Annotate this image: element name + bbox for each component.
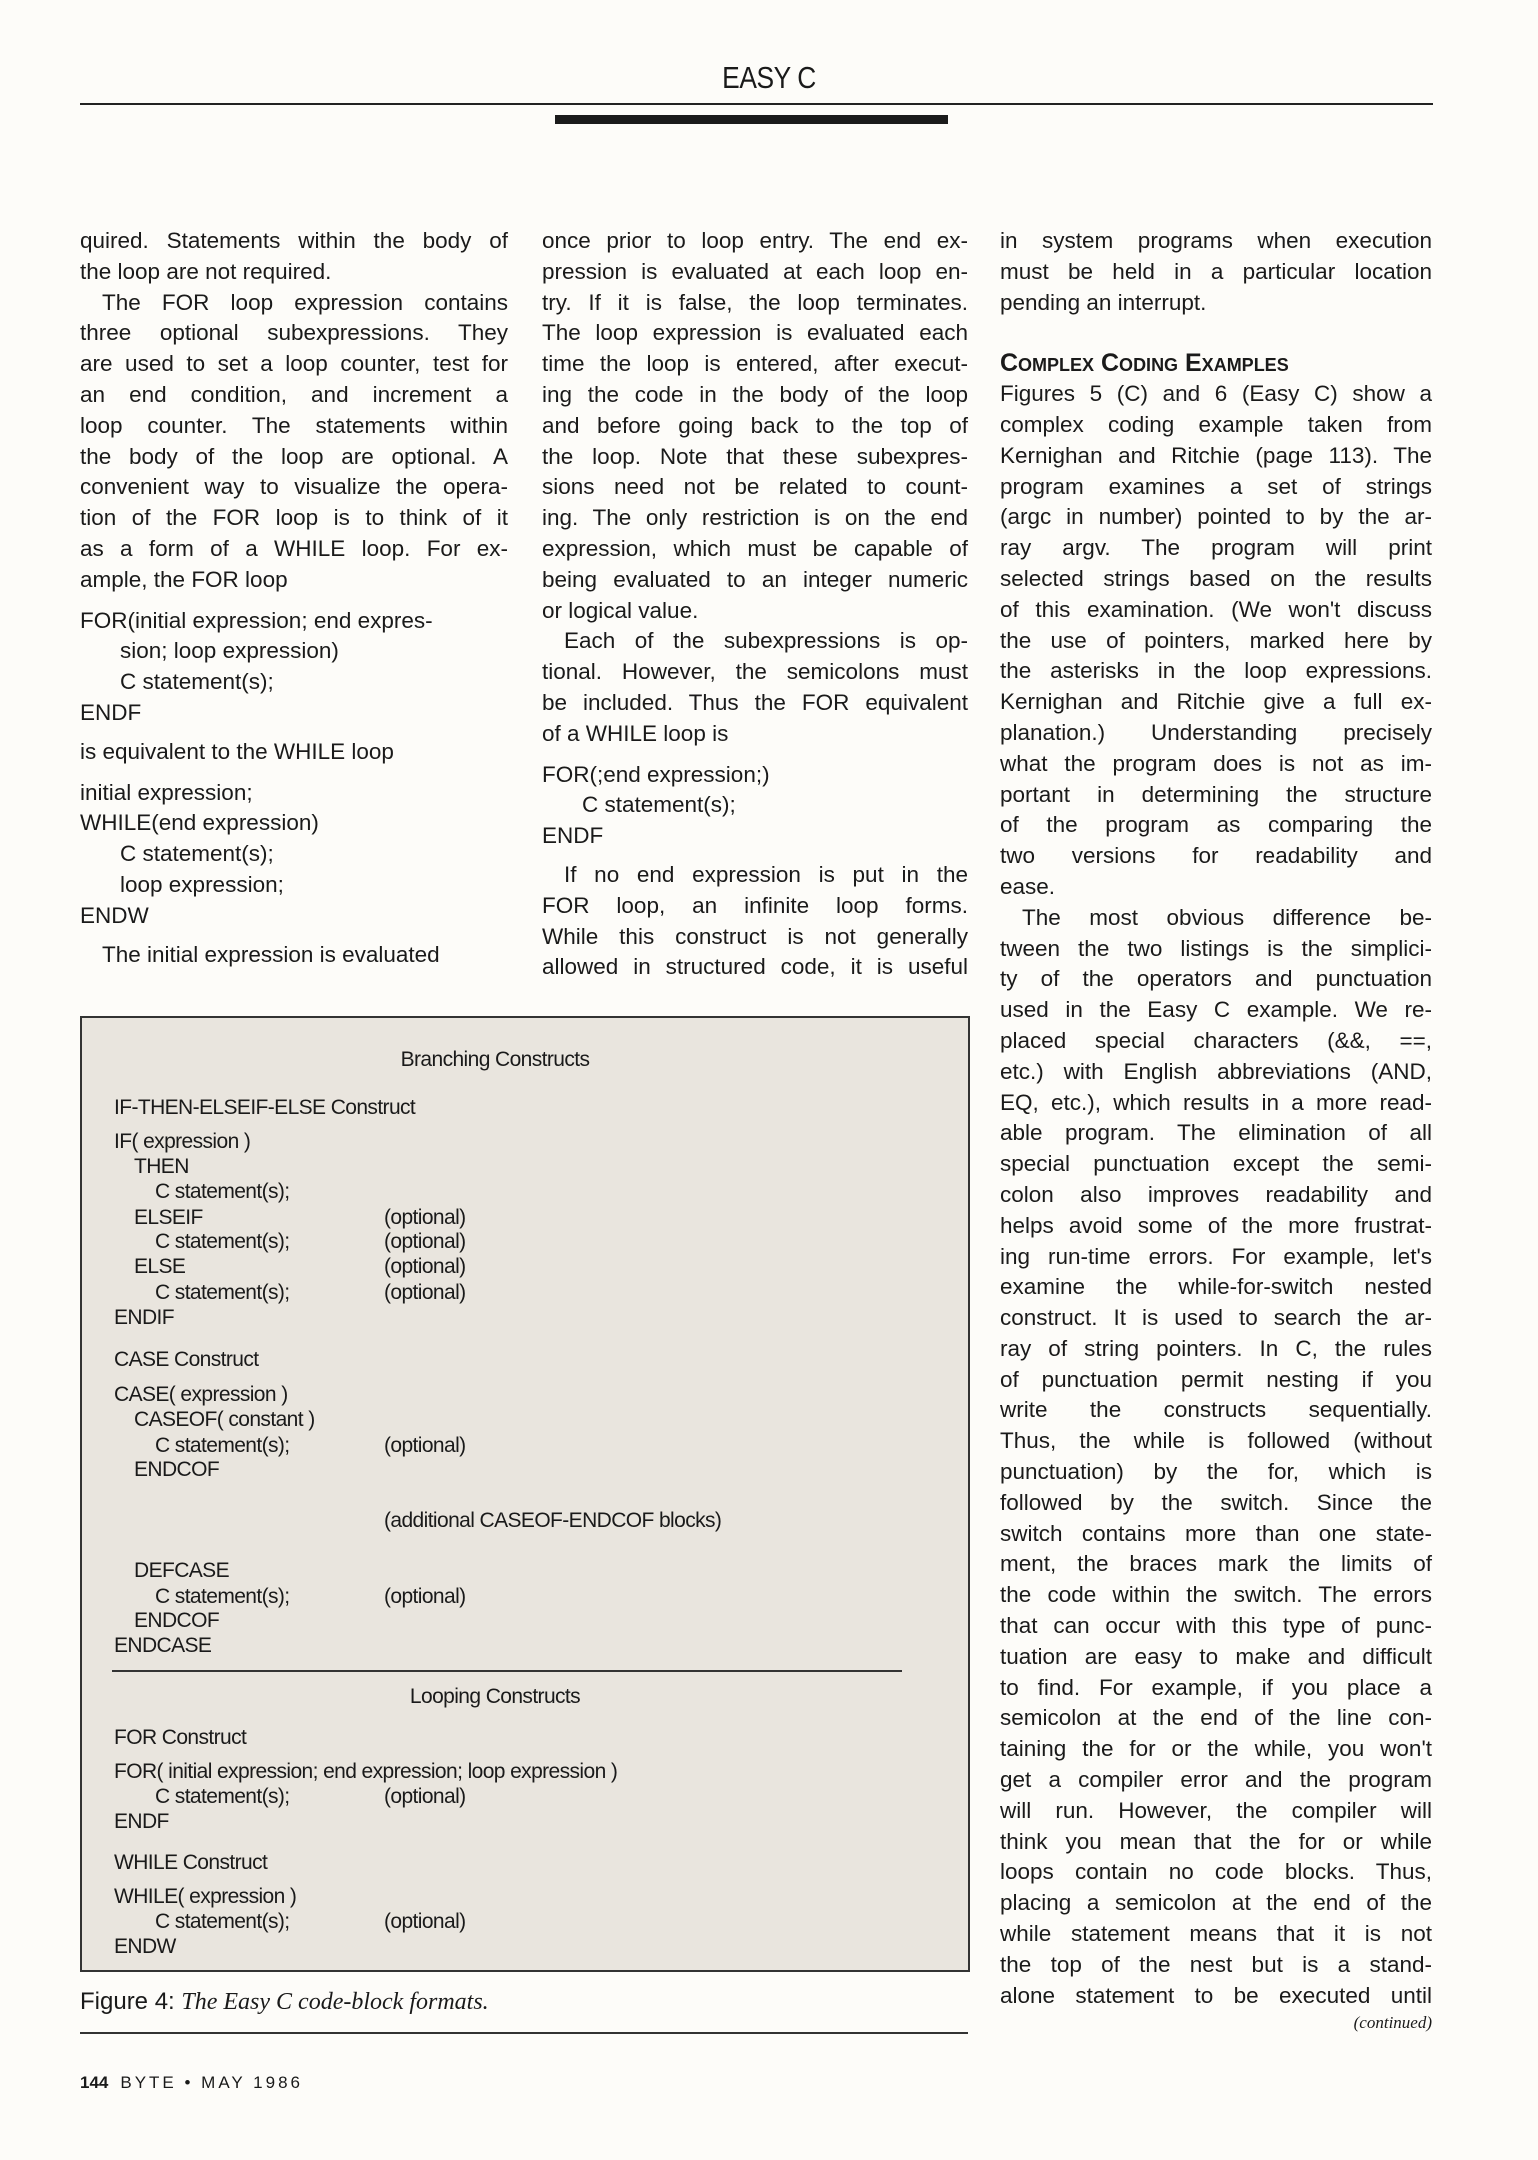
figure-row [155, 1785, 466, 1809]
code-line: initial expression; [80, 779, 253, 805]
figure-row-text: C statement(s); [155, 1230, 290, 1253]
text-line: an end condition, and increment a [80, 381, 508, 407]
code-line: loop expression; [120, 871, 284, 897]
figure-row [134, 1255, 466, 1279]
figure-row [134, 1458, 219, 1482]
paragraph [542, 226, 968, 626]
text-line: while statement means that it is not [1000, 1921, 1432, 1947]
text-line: be included. Thus the FOR equivalent [542, 689, 968, 715]
figure-4-box [80, 1016, 970, 1972]
figure-section-title [52, 1048, 938, 1072]
code-line: ENDF [542, 823, 604, 849]
text-line: ment, the braces mark the limits of [1000, 1551, 1432, 1577]
text-line: loops contain no code blocks. Thus, [1000, 1859, 1432, 1885]
figure-row [134, 1609, 219, 1633]
figure-row [134, 1206, 466, 1230]
figure-section-title [52, 1685, 938, 1709]
figure-row [114, 1851, 267, 1875]
text-line: alone statement to be executed until [1000, 1982, 1432, 2008]
figure-row [134, 1559, 229, 1583]
continued-note: (continued) [1353, 2013, 1432, 2033]
figure-row-text: CASE( expression ) [114, 1383, 288, 1406]
text-line: The initial expression is evaluated [102, 941, 440, 967]
page-footer [80, 2073, 303, 2093]
text-line: FOR loop, an infinite loop forms. [542, 892, 968, 918]
text-line: the code within the switch. The errors [1000, 1582, 1432, 1608]
text-line: EQ, etc.), which results in a more read- [1000, 1089, 1432, 1115]
figure-row [155, 1281, 466, 1305]
text-line: switch contains more than one state- [1000, 1520, 1432, 1546]
figure-row-text: ENDCOF [134, 1609, 220, 1632]
text-line: is equivalent to the WHILE loop [80, 738, 394, 764]
text-line: the loop. Note that these subexpres- [542, 443, 968, 469]
text-line: what the program does is not as im- [1000, 750, 1432, 776]
text-line: ray argv. The program will print [1000, 535, 1432, 561]
figure-row [134, 1155, 189, 1179]
text-line: ing run-time errors. For example, let's [1000, 1243, 1432, 1269]
figure-row-text: Branching Constructs [400, 1048, 590, 1071]
text-line: quired. Statements within the body of [80, 228, 508, 253]
text-line: the top of the nest but is a stand- [1000, 1951, 1432, 1977]
figure-row-text: ENDCOF [134, 1458, 220, 1481]
text-line: being evaluated to an integer numeric [542, 566, 968, 592]
text-line: used in the Easy C example. We re- [1000, 997, 1432, 1023]
text-line: get a compiler error and the program [1000, 1767, 1432, 1793]
text-line: write the constructs sequentially. [1000, 1397, 1432, 1423]
figure-row-text: THEN [134, 1155, 189, 1178]
figure-row-text: ENDW [114, 1935, 176, 1958]
section-heading: Complex Coding Examples [1000, 349, 1289, 378]
text-line: the use of pointers, marked here by [1000, 627, 1432, 653]
text-line: are used to set a loop counter, test for [80, 351, 508, 377]
code-line: C statement(s); [120, 841, 274, 867]
figure-row-note: (additional CASEOF-ENDCOF blocks) [384, 1509, 722, 1532]
figure-row-note: (optional) [384, 1255, 466, 1278]
paragraph [80, 940, 508, 971]
code-line: FOR(;end expression;) [542, 761, 770, 787]
code-line: ENDW [80, 902, 149, 928]
figure-row-text: C statement(s); [155, 1281, 290, 1304]
figure-row [114, 1634, 211, 1658]
code-block [80, 778, 508, 932]
column-2 [542, 226, 968, 983]
figure-row-text: ENDCASE [114, 1634, 212, 1657]
figure-row [155, 1910, 466, 1934]
text-line: that can occur with this type of punc- [1000, 1613, 1432, 1639]
text-line: time the loop is entered, after execut- [542, 351, 968, 377]
figure-row [114, 1885, 296, 1909]
text-line: Thus, the while is followed (without [1000, 1428, 1432, 1454]
text-line: three optional subexpressions. They [80, 320, 508, 346]
caption-text: The Easy C code-block formats. [181, 1989, 489, 2015]
figure-row-note: (optional) [384, 1585, 466, 1608]
caption-label: Figure 4: [80, 1988, 175, 2015]
figure-row [134, 1408, 315, 1432]
figure-row [155, 1230, 466, 1254]
header-bar [555, 115, 948, 124]
issue-label: BYTE • MAY 1986 [120, 2073, 303, 2092]
figure-row-note: (optional) [384, 1281, 466, 1304]
text-line: and before going back to the top of [542, 412, 968, 438]
figure-row [114, 1726, 246, 1750]
text-line: (argc in number) pointed to by the ar- [1000, 504, 1432, 530]
figure-row-text: ENDIF [114, 1306, 175, 1329]
figure-row [155, 1434, 466, 1458]
figure-row [114, 1760, 617, 1784]
text-line: ty of the operators and punctuation [1000, 966, 1432, 992]
figure-row-note: (optional) [384, 1910, 466, 1933]
text-line: pression is evaluated at each loop en- [542, 258, 968, 284]
text-line: expression, which must be capable of [542, 535, 968, 561]
paragraph [542, 626, 968, 749]
paragraph [80, 737, 508, 768]
figure-row-note: (optional) [384, 1230, 466, 1253]
figure-row-text: ELSEIF [134, 1206, 203, 1229]
text-line: allowed in structured code, it is useful [542, 954, 968, 980]
text-line: followed by the switch. Since the [1000, 1489, 1432, 1515]
code-block [80, 606, 508, 729]
text-line: While this construct is not generally [542, 923, 968, 949]
figure-row-text: WHILE( expression ) [114, 1885, 297, 1908]
text-line: of punctuation permit nesting if you [1000, 1366, 1432, 1392]
code-block [542, 760, 968, 852]
header-rule [80, 103, 1433, 105]
text-line: semicolon at the end of the line con- [1000, 1705, 1432, 1731]
text-line: in system programs when execution [1000, 228, 1432, 253]
text-line: ray of string pointers. In C, the rules [1000, 1335, 1432, 1361]
figure-row-text: C statement(s); [155, 1585, 290, 1608]
paragraph [542, 860, 968, 983]
text-line: as a form of a WHILE loop. For ex- [80, 535, 508, 561]
figure-row-text: Looping Constructs [409, 1685, 581, 1708]
figure-row-text: C statement(s); [155, 1434, 290, 1457]
text-line: of the program as comparing the [1000, 812, 1432, 838]
text-line: pending an interrupt. [1000, 289, 1207, 315]
text-line: The FOR loop expression contains [102, 289, 508, 315]
text-line: helps avoid some of the more frustrat- [1000, 1212, 1432, 1238]
text-line: construct. It is used to search the ar- [1000, 1305, 1432, 1331]
figure-row [114, 1383, 288, 1407]
text-line: taining the for or the while, you won't [1000, 1736, 1432, 1762]
figure-row [114, 1096, 415, 1120]
text-line: If no end expression is put in the [564, 861, 968, 887]
figure-row-text: IF-THEN-ELSEIF-ELSE Construct [114, 1096, 416, 1119]
column-3 [1000, 226, 1432, 2035]
figure-row-note: (optional) [384, 1785, 466, 1808]
text-line: punctuation) by the for, which is [1000, 1459, 1432, 1485]
text-line: etc.) with English abbreviations (AND, [1000, 1058, 1432, 1084]
text-line: tween the two listings is the simplici- [1000, 935, 1432, 961]
text-line: or logical value. [542, 597, 699, 623]
text-line: examine the while-for-switch nested [1000, 1274, 1432, 1300]
text-line: of a WHILE loop is [542, 720, 729, 746]
text-line: sions need not be related to count- [542, 474, 968, 500]
figure-row-text: ENDF [114, 1810, 169, 1833]
page-number: 144 [80, 2073, 109, 2092]
paragraph [1000, 379, 1432, 903]
text-line: tion of the FOR loop is to think of it [80, 505, 508, 531]
figure-row-text: CASEOF( constant ) [134, 1408, 315, 1431]
text-line: once prior to loop entry. The end ex- [542, 228, 968, 253]
figure-row [114, 1348, 259, 1372]
figure-row [114, 1306, 174, 1330]
text-line: must be held in a particular location [1000, 258, 1432, 284]
code-line: FOR(initial expression; end expres- [80, 607, 433, 633]
text-line: convenient way to visualize the opera- [80, 474, 508, 500]
text-line: program examines a set of strings [1000, 473, 1432, 499]
text-line: placed special characters (&&, ==, [1000, 1027, 1432, 1053]
figure-row [114, 1130, 250, 1154]
figure-row-text: C statement(s); [155, 1785, 290, 1808]
text-line: tuation are easy to make and difficult [1000, 1643, 1432, 1669]
code-line: WHILE(end expression) [80, 810, 319, 836]
figure-row-text: C statement(s); [155, 1180, 290, 1203]
figure-divider [112, 1670, 902, 1672]
text-line: placing a semicolon at the end of the [1000, 1890, 1432, 1916]
figure-row [155, 1585, 466, 1609]
figure-row-text: CASE Construct [114, 1348, 259, 1371]
text-line: try. If it is false, the loop terminates. [542, 289, 968, 315]
paragraph [80, 226, 508, 288]
paragraph [1000, 903, 1432, 2012]
text-line: portant in determining the structure [1000, 781, 1432, 807]
figure-row-note: (optional) [384, 1206, 466, 1229]
text-line: two versions for readability and [1000, 843, 1432, 869]
text-line: Figures 5 (C) and 6 (Easy C) show a [1000, 381, 1432, 407]
text-line: think you mean that the for or while [1000, 1828, 1432, 1854]
text-line: the body of the loop are optional. A [80, 443, 508, 469]
text-line: selected strings based on the results [1000, 565, 1432, 591]
running-header: EASY C [722, 60, 816, 95]
text-line: the loop are not required. [80, 258, 332, 284]
figure-row [114, 1935, 176, 1959]
figure-caption [80, 1988, 489, 2016]
paragraph [1000, 226, 1432, 318]
code-line: sion; loop expression) [120, 638, 339, 664]
text-line: The most obvious difference be- [1022, 904, 1432, 930]
figure-row-text: FOR Construct [114, 1726, 247, 1749]
text-line: complex coding example taken from [1000, 411, 1432, 437]
figure-row-text: DEFCASE [134, 1559, 229, 1582]
text-line: The loop expression is evaluated each [542, 320, 968, 346]
text-line: Each of the subexpressions is op- [564, 628, 968, 654]
footer-rule [80, 2032, 968, 2034]
figure-row-text: ELSE [134, 1255, 186, 1278]
text-line: ease. [1000, 873, 1056, 899]
text-line: able program. The elimination of all [1000, 1120, 1432, 1146]
text-line: ample, the FOR loop [80, 566, 288, 592]
text-line: will run. However, the compiler will [1000, 1797, 1432, 1823]
figure-row-text: WHILE Construct [114, 1851, 268, 1874]
code-line: C statement(s); [120, 669, 274, 695]
code-line: C statement(s); [582, 792, 736, 818]
text-line: ing. The only restriction is on the end [542, 505, 968, 531]
text-line: of this examination. (We won't discuss [1000, 596, 1432, 622]
paragraph [80, 288, 508, 596]
text-line: tional. However, the semicolons must [542, 659, 968, 685]
text-line: special punctuation except the semi- [1000, 1151, 1432, 1177]
text-line: ing the code in the body of the loop [542, 381, 968, 407]
text-line: to find. For example, if you place a [1000, 1674, 1432, 1700]
figure-row-text: C statement(s); [155, 1910, 290, 1933]
text-line: the asterisks in the loop expressions. [1000, 658, 1432, 684]
column-1 [80, 226, 508, 970]
text-line: Kernighan and Ritchie (page 113). The [1000, 442, 1432, 468]
text-line: Kernighan and Ritchie give a full ex- [1000, 689, 1432, 715]
figure-row-text: IF( expression ) [114, 1130, 251, 1153]
figure-row-note: (optional) [384, 1434, 466, 1457]
figure-row [114, 1810, 169, 1834]
text-line: loop counter. The statements within [80, 412, 508, 438]
figure-row-text: FOR( initial expression; end expression; loop expression ) [114, 1760, 618, 1783]
code-line: ENDF [80, 699, 142, 725]
figure-row [155, 1180, 290, 1204]
text-line: planation.) Understanding precisely [1000, 719, 1432, 745]
text-line: colon also improves readability and [1000, 1181, 1432, 1207]
